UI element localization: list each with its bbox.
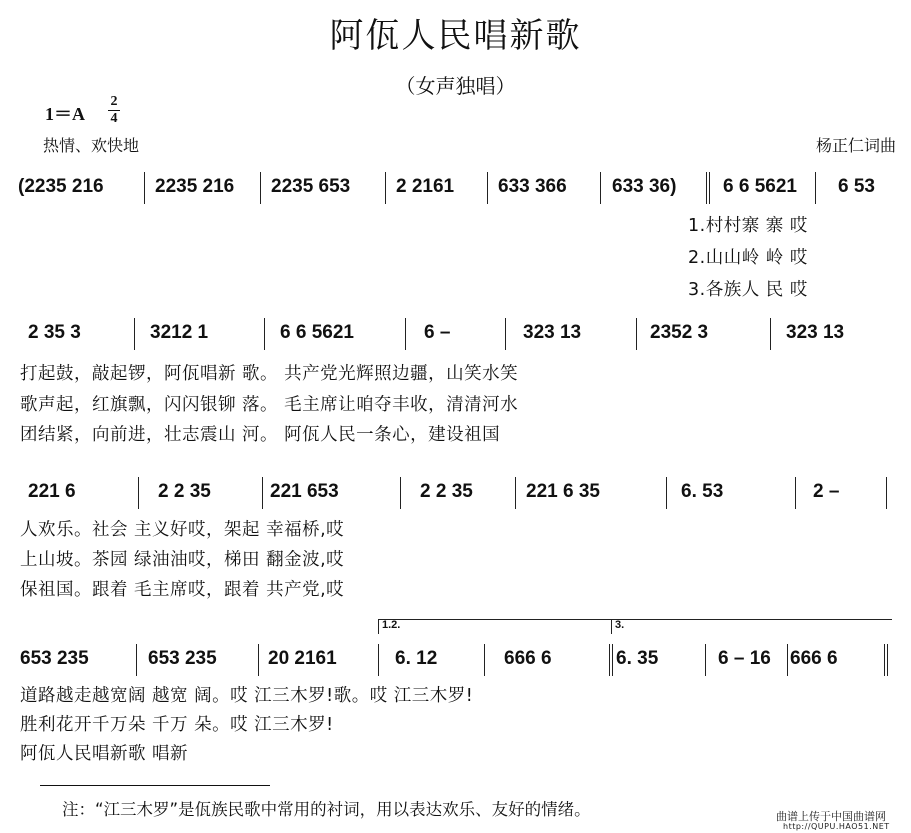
measure: 2 35 3	[28, 322, 81, 343]
measure: 221 6 35	[526, 481, 600, 502]
lyric-line: 团结紧，向前进，壮志震山 河。 阿佤人民一条心，建设祖国	[20, 425, 501, 445]
volta-label: 3.	[615, 619, 625, 631]
tempo-marking: 热情、欢快地	[43, 136, 140, 155]
measure: 6 53	[838, 176, 875, 197]
song-title: 阿佤人民唱新歌	[329, 16, 582, 56]
lyric-line: 人欢乐。社会 主义好哎，架起 幸福桥,哎	[20, 520, 345, 540]
lyric-line: 3.各族人 民 哎	[688, 280, 808, 300]
lyric-line: 道路越走越宽阔 越宽 阔。哎 江三木罗!歌。哎 江三木罗!	[20, 686, 474, 706]
volta-label: 1.2.	[382, 619, 401, 631]
measure: 633 366	[498, 176, 567, 197]
measure: 666 6	[790, 648, 838, 669]
measure: 666 6	[504, 648, 552, 669]
footnote: 注：“江三木罗”是佤族民歌中常用的衬词，用以表达欢乐、友好的情绪。	[62, 800, 591, 819]
measure: 20 2161	[268, 648, 337, 669]
measure: 6 – 16	[718, 648, 771, 669]
measure: 221 6	[28, 481, 76, 502]
measure: 6. 12	[395, 648, 438, 669]
measure: 2 –	[813, 481, 840, 502]
meter-top: 2	[110, 94, 118, 109]
meter-bottom: 4	[110, 111, 118, 126]
lyric-line: 保祖国。跟着 毛主席哎，跟着 共产党,哎	[20, 580, 345, 600]
measure: 2 2161	[396, 176, 455, 197]
key-signature: 1＝A	[45, 104, 85, 124]
measure: 323 13	[786, 322, 845, 343]
system-1-music	[18, 176, 898, 202]
lyric-line: 打起鼓，敲起锣，阿佤唱新 歌。 共产党光辉照边疆，山笑水笑	[20, 364, 519, 384]
measure: 2 2 35	[158, 481, 211, 502]
measure: 653 235	[148, 648, 217, 669]
lyric-line: 2.山山岭 岭 哎	[688, 248, 808, 268]
lyric-line: 歌声起，红旗飘，闪闪银铆 落。 毛主席让咱夺丰收，清清河水	[20, 395, 519, 415]
song-subtitle: （女声独唱）	[395, 74, 516, 98]
measure: 6. 35	[616, 648, 659, 669]
measure: 3212 1	[150, 322, 209, 343]
measure: 2 2 35	[420, 481, 473, 502]
measure: 6 –	[424, 322, 451, 343]
system-2-music	[18, 322, 898, 348]
measure: 6. 53	[681, 481, 724, 502]
lyric-line: 1.村村寨 寨 哎	[688, 216, 808, 236]
measure: 653 235	[20, 648, 89, 669]
measure: 2235 216	[155, 176, 235, 197]
measure: 6 6 5621	[723, 176, 797, 197]
measure: 323 13	[523, 322, 582, 343]
watermark-text: 曲谱上传于中国曲谱网	[776, 810, 886, 823]
volta-bracket-1	[378, 619, 611, 634]
lyric-line: 上山坡。茶园 绿油油哎，梯田 翻金波,哎	[20, 550, 345, 570]
measure: 633 36)	[612, 176, 677, 197]
measure: 6 6 5621	[280, 322, 354, 343]
measure: (2235 216	[18, 176, 104, 197]
footnote-divider	[40, 785, 270, 786]
volta-bracket-2	[611, 619, 892, 634]
measure: 2352 3	[650, 322, 709, 343]
lyric-line: 阿佤人民唱新歌 唱新	[20, 744, 189, 764]
measure: 221 653	[270, 481, 339, 502]
system-4-music	[18, 648, 898, 674]
time-signature	[108, 95, 120, 126]
measure: 2235 653	[271, 176, 351, 197]
lyric-line: 胜利花开千万朵 千万 朵。哎 江三木罗!	[20, 715, 334, 735]
system-3-music	[18, 481, 898, 507]
watermark-url: http://QUPU.HAO51.NET	[783, 822, 890, 831]
author-credit: 杨正仁词曲	[816, 136, 897, 155]
